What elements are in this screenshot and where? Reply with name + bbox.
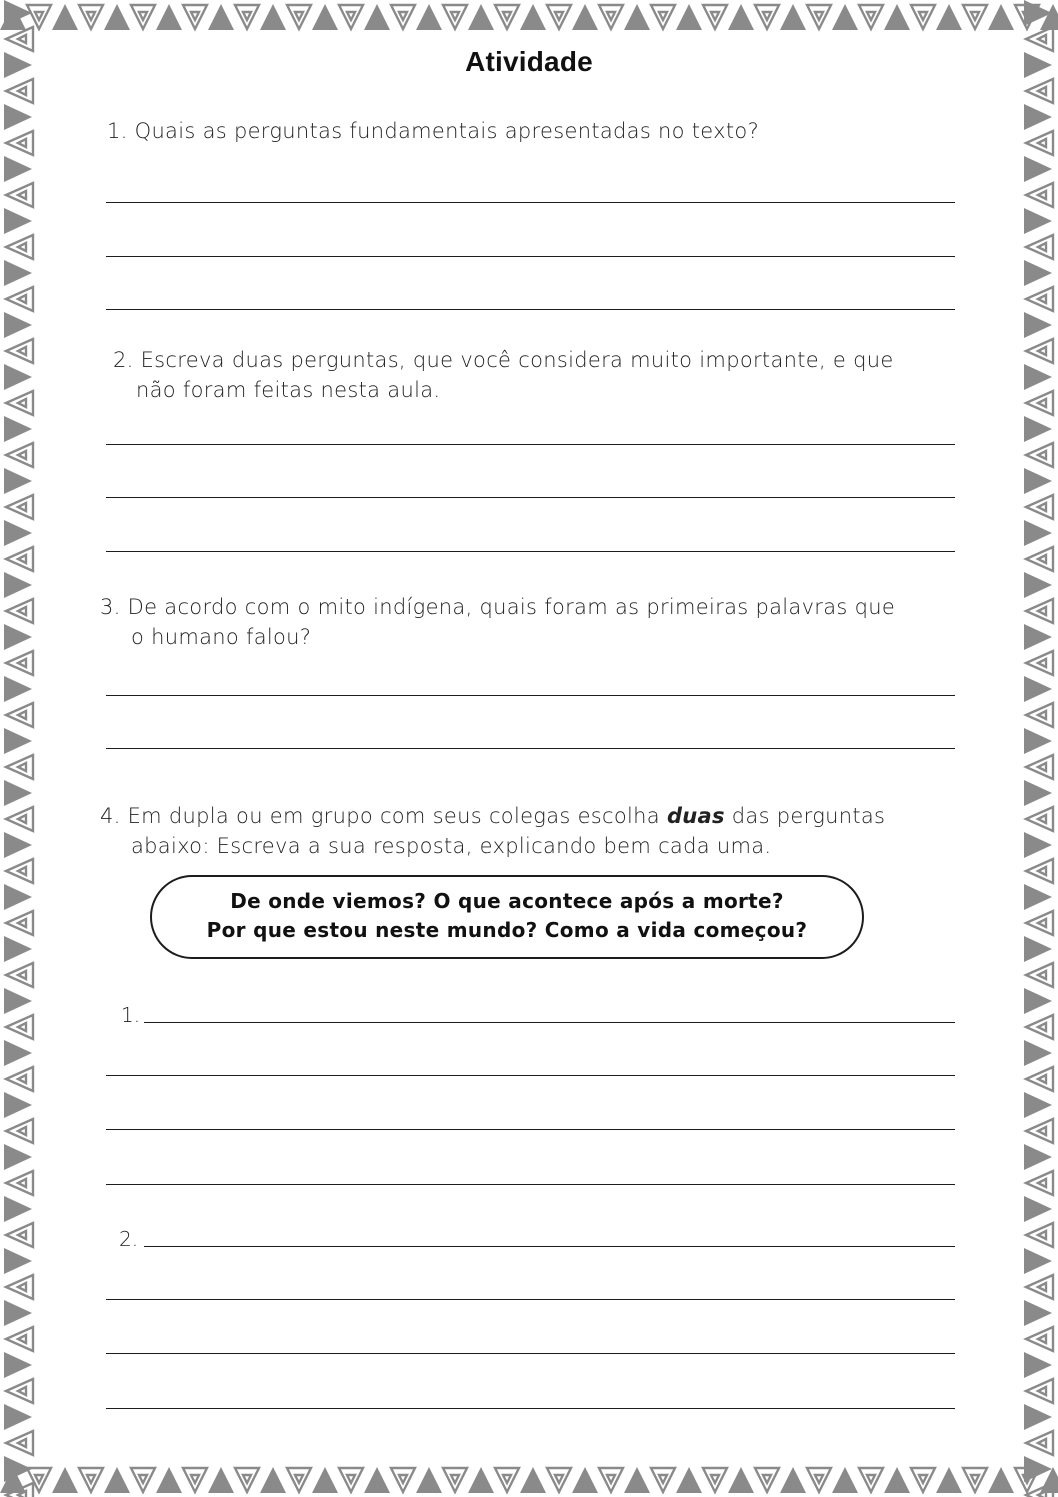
question-2-line-1: 2. Escreva duas perguntas, que você considera muito importante, e que xyxy=(113,348,894,372)
answer-line[interactable] xyxy=(106,1184,955,1185)
answer-line[interactable] xyxy=(106,1299,955,1300)
questions-box-line-2: Por que estou neste mundo? Como a vida começou? xyxy=(206,918,808,942)
answer-line[interactable] xyxy=(106,202,955,203)
answer-line[interactable] xyxy=(106,748,955,749)
question-2 xyxy=(113,345,894,405)
answer-line[interactable] xyxy=(106,444,955,445)
question-2-line-2: não foram feitas nesta aula. xyxy=(136,378,441,402)
answer-line[interactable] xyxy=(106,309,955,310)
question-3-line-2: o humano falou? xyxy=(131,625,312,649)
questions-box xyxy=(150,875,864,959)
answer-line[interactable] xyxy=(106,695,955,696)
answer-1-number: 1. xyxy=(121,1003,141,1027)
question-1-text: 1. Quais as perguntas fundamentais apresentadas no texto? xyxy=(107,119,760,143)
page-title: Atividade xyxy=(465,46,593,77)
question-4-line-2: abaixo: Escreva a sua resposta, explicando bem cada uma. xyxy=(131,834,772,858)
answer-line[interactable] xyxy=(144,1022,955,1023)
answer-line[interactable] xyxy=(106,1075,955,1076)
emphasis-word: duas xyxy=(666,804,725,828)
question-4-line-1: 4. Em dupla ou em grupo com seus colegas escolha duas das perguntas xyxy=(100,804,886,828)
decorative-border-right xyxy=(1020,0,1058,1497)
decorative-border-top xyxy=(0,0,1058,34)
answer-line[interactable] xyxy=(106,1353,955,1354)
answer-line[interactable] xyxy=(106,551,955,552)
questions-box-line-1: De onde viemos? O que acontece após a morte? xyxy=(230,889,784,913)
decorative-border-left xyxy=(0,0,38,1497)
answer-line[interactable] xyxy=(106,1408,955,1409)
answer-line[interactable] xyxy=(144,1246,955,1247)
answer-line[interactable] xyxy=(106,1129,955,1130)
question-4 xyxy=(100,801,885,861)
answer-2-number: 2. xyxy=(119,1227,139,1251)
question-3 xyxy=(100,592,895,652)
decorative-border-bottom xyxy=(0,1463,1058,1497)
question-3-line-1: 3. De acordo com o mito indígena, quais foram as primeiras palavras que xyxy=(100,595,896,619)
answer-line[interactable] xyxy=(106,497,955,498)
answer-line[interactable] xyxy=(106,256,955,257)
question-1 xyxy=(107,116,759,146)
